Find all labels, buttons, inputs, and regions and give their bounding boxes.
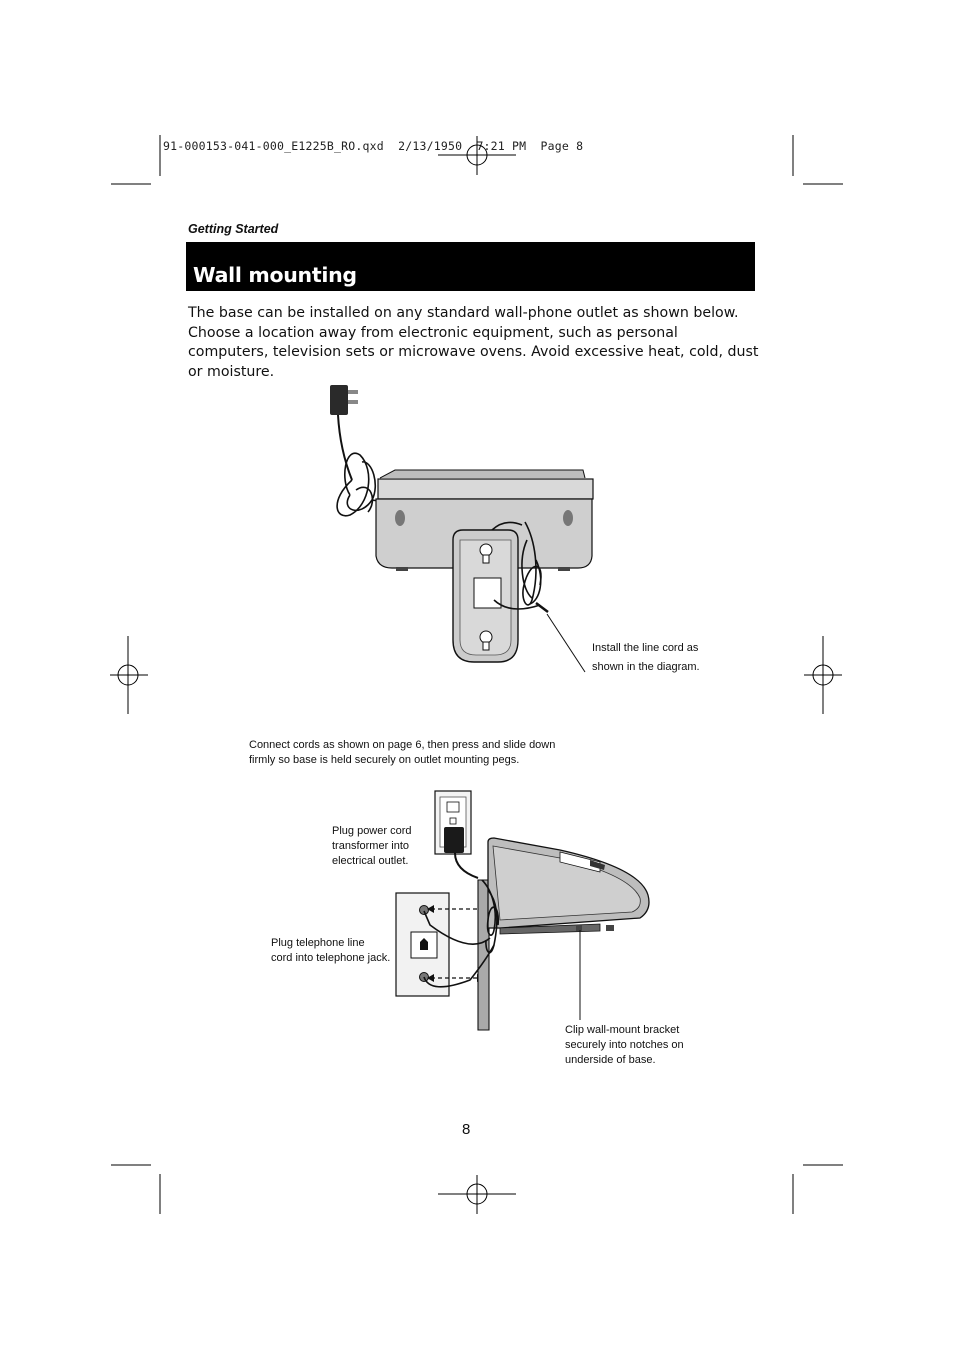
- intro-paragraph: The base can be installed on any standard wall-phone outlet as shown below. Choose a location away from electronic equipment, such as personal computers, television sets or microwave ovens. Avoid excessive heat, cold, dust or moisture.: [188, 305, 759, 380]
- clip-caption-line1: Clip wall-mount bracket: [565, 1024, 680, 1036]
- figure1-caption-line1: Install the line cord as: [592, 642, 699, 654]
- connect-note-line1: Connect cords as shown on page 6, then press and slide down: [249, 739, 556, 751]
- clip-caption-line2: securely into notches on: [565, 1039, 684, 1051]
- clip-caption-line3: underside of base.: [565, 1054, 656, 1066]
- power-caption-line3: electrical outlet.: [332, 855, 409, 867]
- page-number: 8: [462, 1121, 471, 1138]
- power-caption: [332, 824, 412, 869]
- jack-caption-line1: Plug telephone line: [271, 937, 365, 949]
- transformer-plug-icon: [444, 827, 464, 853]
- power-caption-line2: transformer into: [332, 840, 410, 852]
- figure1-caption-line2: shown in the diagram.: [592, 661, 700, 673]
- page-title: Wall mounting: [193, 263, 357, 287]
- clip-caption: [565, 1023, 684, 1068]
- power-caption-line1: Plug power cord: [332, 825, 412, 837]
- jack-caption-line2: cord into telephone jack.: [271, 952, 391, 964]
- connect-note-line2: firmly so base is held securely on outlet mounting pegs.: [249, 754, 520, 766]
- jack-caption: [271, 936, 390, 966]
- print-slug-header: 91-000153-041-000_E1225B_RO.qxd 2/13/1950 7:21 PM Page 8: [163, 139, 584, 153]
- section-label: Getting Started: [188, 222, 279, 236]
- electrical-outlet: [435, 791, 478, 878]
- phone-base-side-view: [488, 838, 649, 934]
